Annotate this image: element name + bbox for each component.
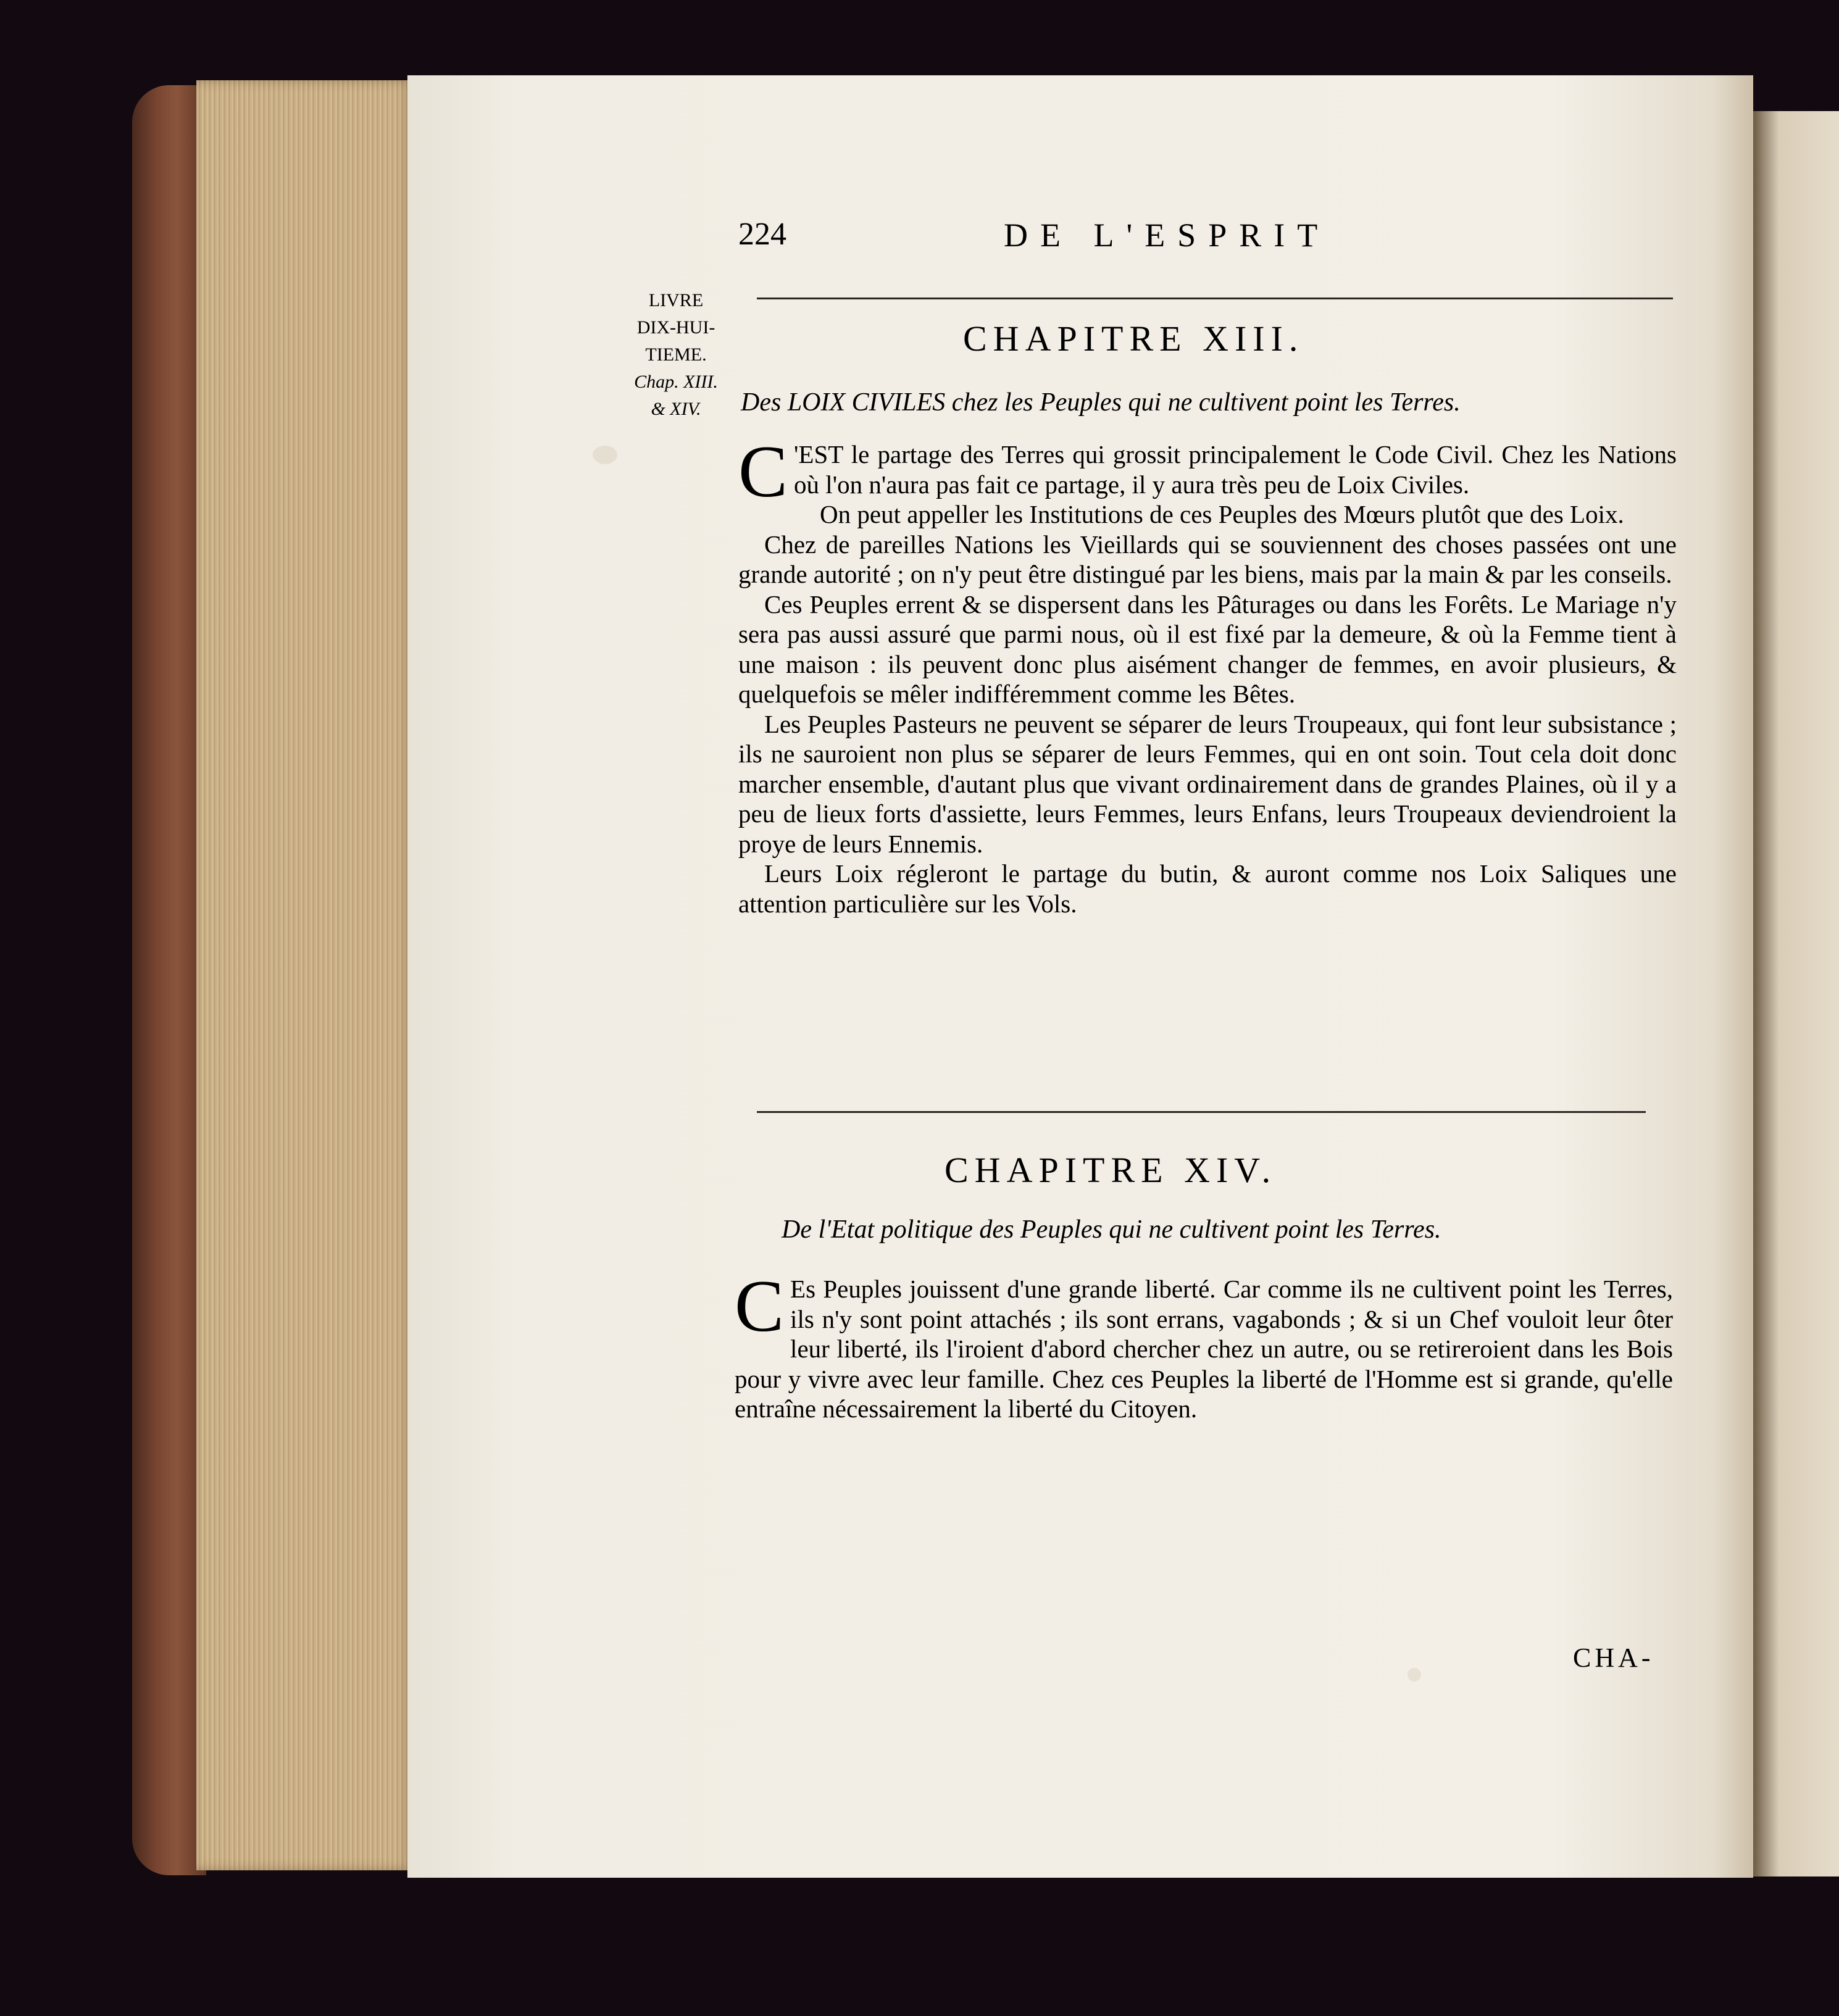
margin-note xyxy=(617,287,735,423)
paragraph: Chez de pareilles Nations les Vieillards qui se souviennent des choses passées ont une grande autorité ; on n'y peut être distingué par les biens, mais par la main & par les conseils. xyxy=(738,530,1677,588)
margin-xiv: & XIV. xyxy=(651,399,701,419)
chapter-13-subtitle: Des LOIX CIVILES chez les Peuples qui ne cultivent point les Terres. xyxy=(741,388,1461,417)
facing-page-edge xyxy=(1753,111,1839,1876)
margin-dix-hui: DIX-HUI- xyxy=(636,317,715,338)
foxing-spot xyxy=(1407,1668,1421,1681)
page-number: 224 xyxy=(738,217,786,252)
margin-tieme: TIEME. xyxy=(645,344,707,365)
chapter-13-body xyxy=(738,430,1677,918)
paragraph: C Es Peuples jouissent d'une grande liberté. Car comme ils ne cultivent point les Terres, ils n'y sont point attachés ; ils sont errans, vagabonds ; & si un Chef vouloit leur ôter leur liberté, ils l'iroient d'abord chercher chez un autre, ou se retireroient dans les Bois pour y vivre avec leur famille. Chez ces Peuples la liberté de l'Homme est si grande, qu'elle entraîne nécessairement la liberté du Citoyen. xyxy=(735,1265,1673,1423)
catchword: CHA- xyxy=(1573,1643,1654,1673)
chapter-13-title: CHAPITRE XIII. xyxy=(963,319,1304,359)
paragraph: Ces Peuples errent & se dispersent dans les Pâturages ou dans les Forêts. Le Mariage n'y sera pas aussi assuré que parmi nous, où il est fixé par la demeure, & où la Femme tient à une maison : ils peuvent donc plus aisément changer de femmes, en avoir plusieurs, & quelquefois se mêler indifféremment comme les Bêtes. xyxy=(738,589,1677,708)
paragraph: Leurs Loix régleront le partage du butin, & auront comme nos Loix Saliques une attention particulière sur les Vols. xyxy=(738,859,1677,918)
chapter-14-title: CHAPITRE XIV. xyxy=(945,1150,1277,1190)
paragraph: C 'EST le partage des Terres qui grossit principalement le Code Civil. Chez les Nations où l'on n'aura pas fait ce partage, il y aura très peu de Loix Civiles. xyxy=(738,430,1677,512)
paragraph: Les Peuples Pasteurs ne peuvent se séparer de leurs Troupeaux, qui font leur subsistance ; ils ne sauroient non plus se séparer de leurs Femmes, qui en ont soin. Tout cela doit donc marcher ensemble, d'autant plus que vivant ordinairement dans de grandes Plaines, où il y a peu de lieux forts d'assiette, leurs Femmes, leurs Enfans, leurs Troupeaux deviendroient la proye de leurs Ennemis. xyxy=(738,709,1677,858)
chapter-14-subtitle: De l'Etat politique des Peuples qui ne cultivent point les Terres. xyxy=(782,1215,1441,1244)
drop-cap: C xyxy=(738,430,788,512)
running-head xyxy=(738,216,1677,259)
book-spine xyxy=(132,85,206,1875)
chapter-separator-rule xyxy=(757,1111,1646,1113)
chapter-14-body xyxy=(735,1265,1673,1424)
header-rule xyxy=(757,298,1673,299)
drop-cap: C xyxy=(735,1265,785,1347)
margin-chap: Chap. XIII. xyxy=(634,372,718,392)
page-edges xyxy=(196,80,412,1870)
paragraph: On peut appeller les Institutions de ces Peuples des Mœurs plutôt que des Loix. xyxy=(820,500,1624,528)
running-title: DE L'ESPRIT xyxy=(1004,217,1330,254)
margin-livre: LIVRE xyxy=(648,290,704,310)
foxing-spot xyxy=(593,446,617,464)
